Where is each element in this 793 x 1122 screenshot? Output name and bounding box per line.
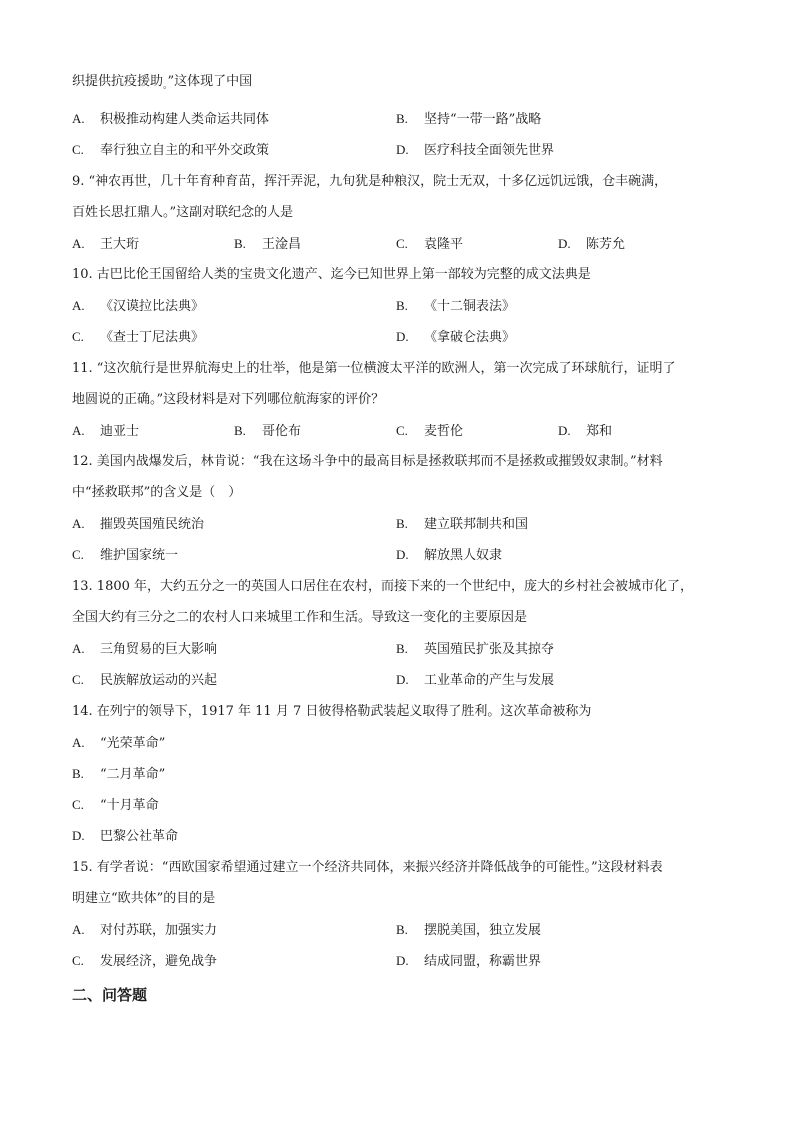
q9-option-c[interactable]: C. 袁隆平 (396, 236, 464, 252)
q15-option-d[interactable]: D. 结成同盟，称霸世界 (396, 953, 542, 969)
q13-stem-line1: 13. 1800 年，大约五分之一的英国人口居住在农村，而接下来的一个世纪中，庞大的乡村社会被城市化了， (72, 579, 694, 594)
q8-option-c[interactable]: C. 奉行独立自主的和平外交政策 (72, 142, 270, 158)
q9-stem-line2: 百姓长思扛鼎人。”这副对联纪念的人是 (72, 205, 294, 220)
q8-period: 。 (163, 81, 168, 91)
q14-option-c[interactable]: C. “十月革命 (72, 797, 159, 813)
q8-option-b[interactable]: B. 坚持“一带一路”战略 (396, 111, 542, 127)
q11-option-c[interactable]: C. 麦哲伦 (396, 423, 464, 439)
q14-option-d[interactable]: D. 巴黎公社革命 (72, 828, 179, 844)
q9-stem-line1: 9. “神农再世，几十年育种育苗，挥汗弄泥，九旬犹是种粮汉，院士无双，十多亿远饥远饿，仓丰碗满， (72, 174, 668, 189)
q9-option-d[interactable]: D. 陈芳允 (558, 236, 626, 252)
q13-stem-line2: 全国大约有三分之二的农村人口来城里工作和生活。导致这一变化的主要原因是 (72, 610, 528, 625)
q8-continuation (72, 74, 252, 94)
q10-option-c[interactable]: C. 《查士丁尼法典》 (72, 329, 205, 345)
q10-option-b[interactable]: B. 《十二铜表法》 (396, 298, 516, 314)
q8-continuation-tail: ”这体现了中国 (167, 74, 253, 89)
q8-option-a[interactable]: A. 积极推动构建人类命运共同体 (72, 111, 270, 127)
q15-stem-line1: 15. 有学者说：“西欧国家希望通过建立一个经济共同体，来振兴经济并降低战争的可能性。”这段材料表 (72, 860, 663, 875)
q15-option-a[interactable]: A. 对付苏联，加强实力 (72, 922, 218, 938)
q14-option-b[interactable]: B. “二月革命” (72, 766, 166, 782)
q10-stem: 10. 古巴比伦王国留给人类的宝贵文化遗产、迄今已知世界上第一部较为完整的成文法典是 (72, 267, 591, 282)
q13-option-d[interactable]: D. 工业革命的产生与发展 (396, 672, 555, 688)
q12-stem-line2: 中“拯救联邦”的含义是（ ） (72, 485, 242, 500)
q14-option-a[interactable]: A. “光荣革命” (72, 735, 166, 751)
q11-option-a[interactable]: A. 迪亚士 (72, 423, 140, 439)
q15-option-c[interactable]: C. 发展经济，避免战争 (72, 953, 218, 969)
q14-stem: 14. 在列宁的领导下，1917 年 11 月 7 日彼得格勒武装起义取得了胜利。这次革命被称为 (72, 704, 592, 719)
q13-option-c[interactable]: C. 民族解放运动的兴起 (72, 672, 218, 688)
q13-option-a[interactable]: A. 三角贸易的巨大影响 (72, 641, 218, 657)
q10-option-d[interactable]: D. 《拿破仑法典》 (396, 329, 516, 345)
q11-stem-line1: 11. “这次航行是世界航海史上的壮举，他是第一位横渡太平洋的欧洲人，第一次完成了环球航行，证明了 (72, 361, 676, 376)
q11-option-d[interactable]: D. 郑和 (558, 423, 613, 439)
q9-option-b[interactable]: B. 王淦昌 (234, 236, 302, 252)
q12-option-b[interactable]: B. 建立联邦制共和国 (396, 516, 529, 532)
q15-option-b[interactable]: B. 摆脱美国，独立发展 (396, 922, 542, 938)
q8-continuation-text: 织提供抗疫援助 (72, 74, 164, 89)
section-heading-qa: 二、问答题 (72, 986, 148, 1004)
q13-option-b[interactable]: B. 英国殖民扩张及其掠夺 (396, 641, 555, 657)
q9-option-a[interactable]: A. 王大珩 (72, 236, 140, 252)
q11-option-b[interactable]: B. 哥伦布 (234, 423, 302, 439)
q12-option-d[interactable]: D. 解放黑人奴隶 (396, 547, 503, 563)
q15-stem-line2: 明建立“欧共体”的目的是 (72, 891, 216, 906)
q12-stem-line1: 12. 美国内战爆发后，林肯说：“我在这场斗争中的最高目标是拯救联邦而不是拯救或摧毁奴隶制。”材料 (72, 454, 663, 469)
q8-option-d[interactable]: D. 医疗科技全面领先世界 (396, 142, 555, 158)
q12-option-a[interactable]: A. 摧毁英国殖民统治 (72, 516, 205, 532)
q10-option-a[interactable]: A. 《汉谟拉比法典》 (72, 298, 205, 314)
q12-option-c[interactable]: C. 维护国家统一 (72, 547, 179, 563)
q11-stem-line2: 地圆说的正确。”这段材料是对下列哪位航海家的评价？ (72, 392, 385, 407)
